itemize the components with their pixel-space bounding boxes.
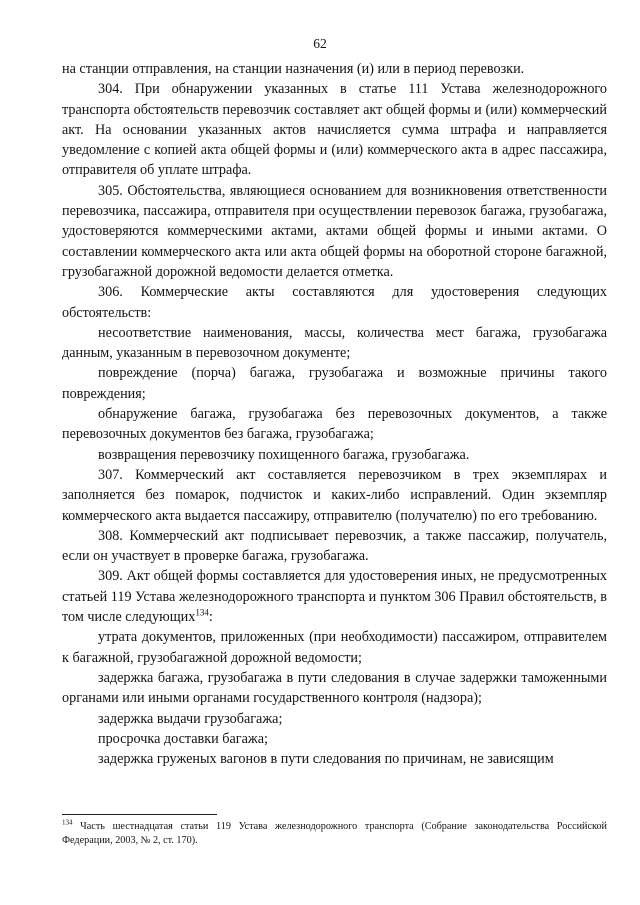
footnote-number: 134 [62, 818, 73, 827]
list-item: возвращения перевозчику похищенного багажа, грузобагажа. [98, 446, 470, 463]
article-304: 304. При обнаружении указанных в статье 111 Устава железнодорожного транспорта обстоятельств перевозчик составляет акт общей формы и (или) коммерческий акт. На основании указанных актов начисляется сумма штрафа и направляется уведомление с копией акта общей формы и (или) коммерческого акта в адрес пассажира, отправителя об уплате штрафа. [62, 81, 607, 179]
list-item: повреждение (порча) багажа, грузобагажа и возможные причины такого повреждения; [62, 365, 607, 402]
paragraph-continuation: на станции отправления, на станции назначения (и) или в период перевозки. [62, 61, 525, 77]
article-309 [62, 566, 607, 627]
list-item: задержка груженых вагонов в пути следования по причинам, не зависящим [98, 751, 554, 768]
article-305: 305. Обстоятельства, являющиеся основанием для возникновения ответственности перевозчика, пассажира, отправителя при осуществлении перевозок багажа, грузобагажа, удостоверяются коммерческими актами, актами общей формы и иными актами. О составлении коммерческого акта или акта общей формы на оборотной стороне багажной, грузобагажной дорожной ведомости делается отметка. [62, 182, 607, 280]
list-item: просрочка доставки багажа; [98, 730, 268, 747]
list-item: задержка багажа, грузобагажа в пути следования в случае задержки таможенными органами или иными органами государственного контроля (надзора); [62, 669, 607, 707]
footnote-text: Часть шестнадцатая статьи 119 Устава железнодорожного транспорта (Собрание законодательства Российской Федерации, 2003, № 2, ст. 170). [62, 821, 607, 846]
body-text [62, 59, 607, 769]
footnote-divider [62, 814, 217, 815]
list-item: утрата документов, приложенных (при необходимости) пассажиром, отправителем к багажной, грузобагажной дорожной ведомости; [62, 629, 607, 666]
list-item: задержка выдачи грузобагажа; [98, 710, 283, 727]
article-309-colon: : [208, 609, 213, 626]
footnote-reference[interactable]: 134 [195, 607, 209, 618]
list-item: несоответствие наименования, массы, количества мест багажа, грузобагажа данным, указанным в перевозочном документе; [62, 324, 607, 362]
article-307: 307. Коммерческий акт составляется перевозчиком в трех экземплярах и заполняется без помарок, подчисток и каких-либо исправлений. Один экземпляр коммерческого акта выдается пассажиру, отправителю (получателю) по его требованию. [62, 466, 607, 524]
footnote [62, 820, 607, 848]
article-309-text: 309. Акт общей формы составляется для удостоверения иных, не предусмотренных статьей 119 Устава железнодорожного транспорта и пунктом 306 Правил обстоятельств, в том числе следующих [62, 568, 607, 626]
list-item: обнаружение багажа, грузобагажа без перевозочных документов, а также перевозочных документов без багажа, грузобагажа; [62, 406, 607, 443]
page-number: 62 [313, 36, 327, 51]
article-306: 306. Коммерческие акты составляются для удостоверения следующих обстоятельств: [62, 284, 607, 321]
article-308: 308. Коммерческий акт подписывает перевозчик, а также пассажир, получатель, если он участвует в проверке багажа, грузобагажа. [62, 527, 607, 565]
